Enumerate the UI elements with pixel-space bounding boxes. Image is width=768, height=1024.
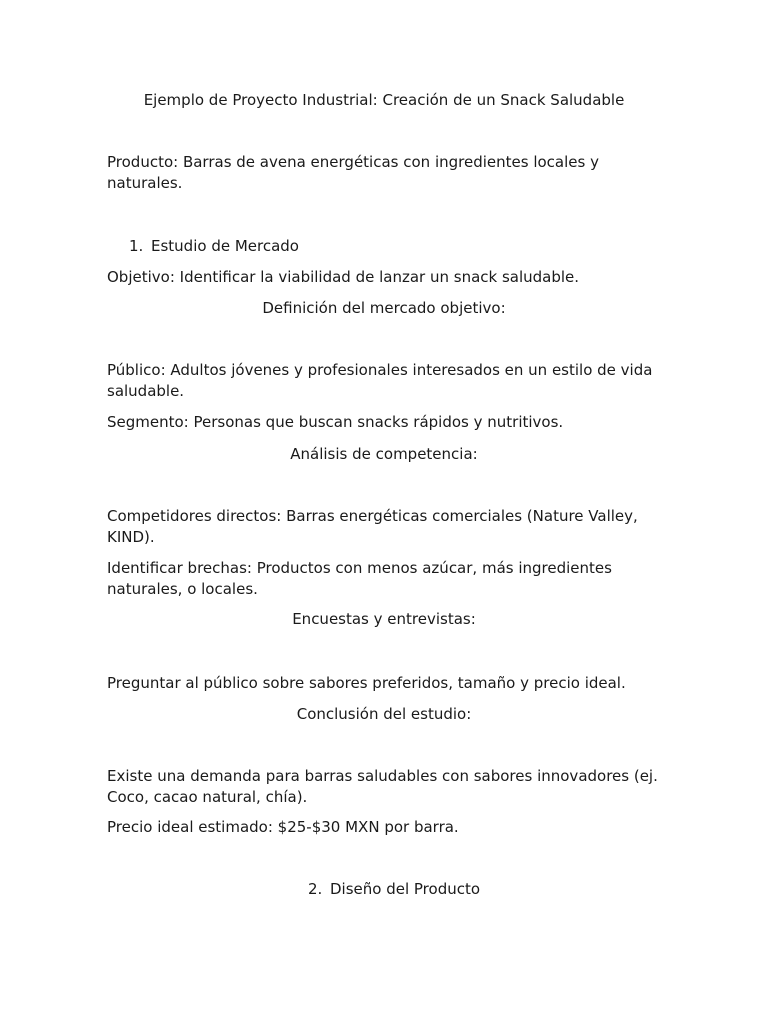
segment-paragraph: Segmento: Personas que buscan snacks rápidos y nutritivos.	[107, 413, 564, 431]
section-1-number: 1.	[129, 237, 144, 255]
competitors-paragraph: Competidores directos: Barras energéticas comerciales (Nature Valley, KIND).	[107, 507, 638, 546]
demand-paragraph: Existe una demanda para barras saludables con sabores innovadores (ej. Coco, cacao natural, chía).	[107, 767, 658, 806]
section-1-heading	[129, 236, 299, 257]
gaps-paragraph: Identificar brechas: Productos con menos azúcar, más ingredientes naturales, o locales.	[107, 559, 612, 598]
competition-heading: Análisis de competencia:	[290, 445, 478, 463]
market-heading: Definición del mercado objetivo:	[262, 299, 506, 317]
objective-paragraph: Objetivo: Identificar la viabilidad de lanzar un snack saludable.	[107, 268, 580, 286]
section-2-title: Diseño del Producto	[330, 880, 481, 898]
price-paragraph: Precio ideal estimado: $25-$30 MXN por barra.	[107, 818, 459, 836]
document-title: Ejemplo de Proyecto Industrial: Creación de un Snack Saludable	[143, 91, 625, 109]
section-2-number: 2.	[308, 880, 323, 898]
conclusion-heading: Conclusión del estudio:	[296, 705, 472, 723]
surveys-heading: Encuestas y entrevistas:	[292, 610, 476, 628]
audience-paragraph: Público: Adultos jóvenes y profesionales interesados en un estilo de vida saludable.	[107, 361, 653, 400]
survey-question-paragraph: Preguntar al público sobre sabores preferidos, tamaño y precio ideal.	[107, 674, 626, 692]
product-paragraph: Producto: Barras de avena energéticas con ingredientes locales y naturales.	[107, 153, 599, 192]
section-1-title: Estudio de Mercado	[151, 237, 299, 255]
section-2-heading	[308, 879, 480, 900]
